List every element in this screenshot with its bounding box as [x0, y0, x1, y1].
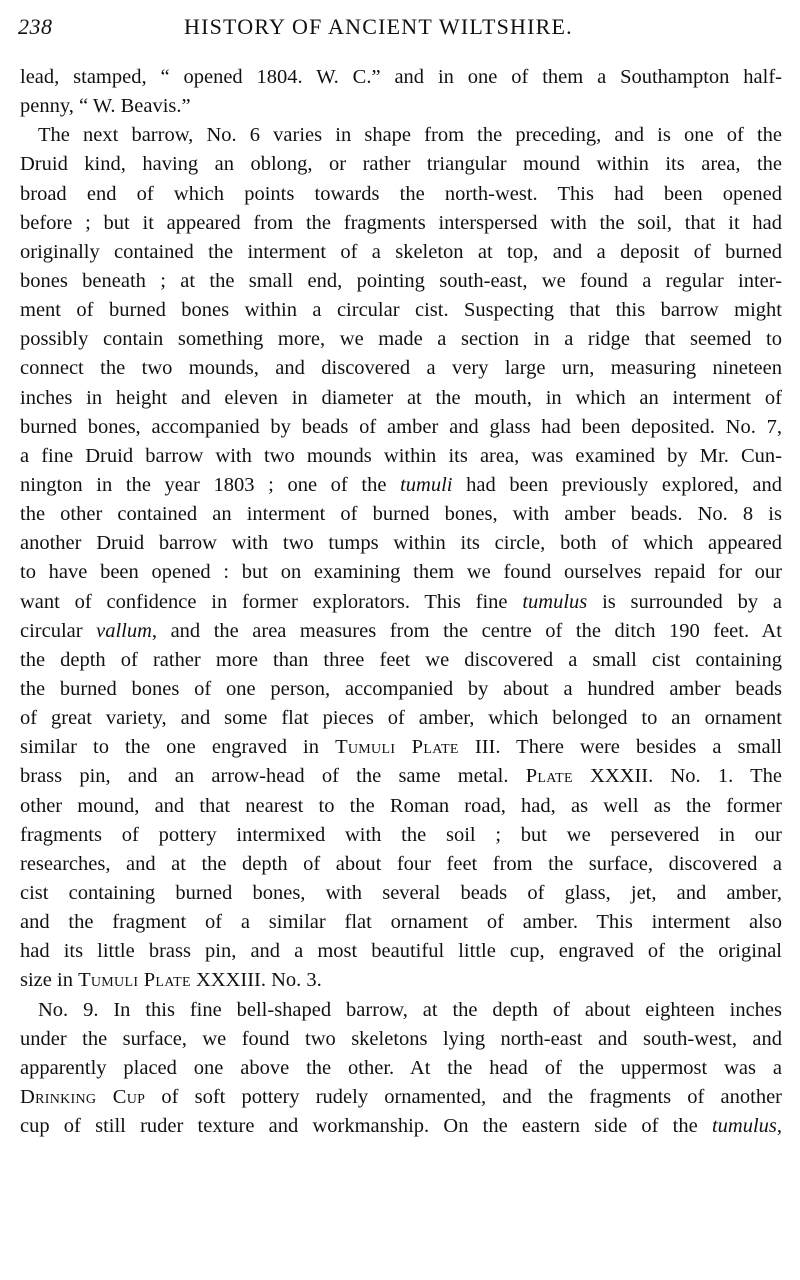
text-segment: penny, “ W. Beavis.” [20, 95, 191, 118]
text-line [20, 850, 782, 879]
text-line [20, 325, 782, 354]
text-segment: fragments of pottery intermixed with the soil ; but we persevered in our [20, 823, 782, 846]
text-segment: is surrounded by a [587, 590, 782, 613]
text-line [20, 733, 782, 762]
text-segment: III. There were besides a small [458, 736, 782, 759]
text-line [20, 121, 782, 150]
text-line [20, 908, 782, 937]
text-segment: had its little brass pin, and a most beautiful little cup, engraved of the original [20, 940, 782, 963]
text-line [20, 646, 782, 675]
text-line [20, 821, 782, 850]
text-line [20, 238, 782, 267]
italic-term: tumulus [711, 1115, 777, 1138]
text-segment: another Druid barrow with two tumps within its circle, both of which appeared [20, 532, 782, 555]
text-segment: to have been opened : but on examining them we found ourselves repaid for our [20, 561, 782, 584]
text-segment: apparently placed one above the other. At the head of the uppermost was a [20, 1056, 782, 1079]
text-line [20, 296, 782, 325]
text-line [20, 471, 782, 500]
text-segment: nington in the year 1803 ; one of the [20, 473, 401, 496]
text-segment: circular [20, 619, 97, 642]
text-segment: brass pin, and an arrow-head of the same metal. [20, 765, 526, 788]
text-line [20, 500, 782, 529]
text-line [20, 267, 782, 296]
text-line [20, 1025, 782, 1054]
text-line [20, 996, 782, 1025]
page-number: 238 [18, 14, 53, 39]
text-line [20, 354, 782, 383]
text-segment: before ; but it appeared from the fragments interspersed with the soil, that it had [20, 211, 782, 234]
text-segment: possibly contain something more, we made a section in a ridge that seemed to [20, 328, 782, 351]
text-line [20, 966, 782, 995]
text-segment: burned bones, accompanied by beads of amber and glass had been deposited. No. 7, [20, 415, 782, 438]
text-line [20, 384, 782, 413]
text-segment: and the fragment of a similar flat ornament of amber. This interment also [20, 911, 782, 934]
italic-term: vallum [96, 619, 152, 642]
text-segment: inches in height and eleven in diameter at the mouth, in which an interment of [20, 386, 782, 409]
text-segment: Druid kind, having an oblong, or rather triangular mound within its area, the [20, 153, 782, 176]
text-segment: cup of still ruder texture and workmanship. On the eastern side of the [20, 1115, 712, 1138]
text-line [20, 413, 782, 442]
plate-reference: Plate [525, 765, 573, 788]
text-segment: want of confidence in former explorators. This fine [20, 590, 523, 613]
text-line [20, 1112, 782, 1141]
text-line [20, 675, 782, 704]
text-segment: , and the area measures from the centre of the ditch 190 feet. At [151, 619, 783, 642]
text-line [20, 617, 782, 646]
text-segment: ment of burned bones within a circular cist. Suspecting that this barrow might [20, 299, 782, 322]
text-line [20, 63, 782, 92]
text-line [20, 588, 782, 617]
plate-reference: Tumuli Plate [335, 736, 459, 759]
text-segment: similar to the one engraved in [20, 736, 336, 759]
text-line [20, 1083, 782, 1112]
text-segment: broad end of which points towards the north-west. This had been opened [20, 182, 782, 205]
text-segment: the burned bones of one person, accompanied by about a hundred amber beads [20, 677, 782, 700]
italic-term: tumuli [400, 473, 453, 496]
text-segment: No. 9. In this fine bell-shaped barrow, at the depth of about eighteen inches [38, 998, 782, 1021]
text-segment: The next barrow, No. 6 varies in shape from the preceding, and is one of the [38, 124, 782, 147]
text-segment: of great variety, and some flat pieces of amber, which belonged to an ornament [20, 707, 782, 730]
text-segment: XXXIII. No. 3. [190, 969, 322, 992]
text-segment: the other contained an interment of burned bones, with amber beads. No. 8 is [20, 503, 782, 526]
text-segment: the depth of rather more than three feet we discovered a small cist containing [20, 648, 782, 671]
running-head [18, 14, 788, 46]
text-line [20, 529, 782, 558]
text-line [20, 558, 782, 587]
text-line [20, 704, 782, 733]
plate-reference: Tumuli Plate [78, 969, 191, 992]
text-line [20, 879, 782, 908]
text-segment: of soft pottery rudely ornamented, and the fragments of another [145, 1085, 782, 1108]
text-segment: under the surface, we found two skeletons lying north-east and south-west, and [20, 1027, 782, 1050]
text-segment: XXXII. No. 1. The [572, 765, 782, 788]
text-line [20, 792, 782, 821]
text-segment: , [776, 1115, 782, 1138]
text-line [20, 92, 782, 121]
text-line [20, 1054, 782, 1083]
text-segment: a fine Druid barrow with two mounds within its area, was examined by Mr. Cun- [20, 444, 782, 467]
text-segment: researches, and at the depth of about four feet from the surface, discovered a [20, 852, 782, 875]
text-segment: size in [20, 969, 79, 992]
italic-term: tumulus [522, 590, 588, 613]
running-title: HISTORY OF ANCIENT WILTSHIRE. [184, 14, 573, 39]
text-line [20, 180, 782, 209]
text-segment: had been previously explored, and [452, 473, 782, 496]
text-line [20, 209, 782, 238]
text-line [20, 937, 782, 966]
text-segment: lead, stamped, “ opened 1804. W. C.” and in one of them a Southampton half- [20, 66, 782, 88]
text-segment: connect the two mounds, and discovered a very large urn, measuring nineteen [20, 357, 782, 380]
text-line [20, 150, 782, 179]
text-segment: originally contained the interment of a skeleton at top, and a deposit of burned [20, 240, 782, 263]
text-segment: cist containing burned bones, with several beads of glass, jet, and amber, [20, 881, 782, 904]
text-segment: bones beneath ; at the small end, pointing south-east, we found a regular inter- [20, 269, 782, 292]
plate-reference: Drinking Cup [20, 1085, 146, 1108]
text-line [20, 442, 782, 471]
body-text [20, 63, 782, 1141]
text-segment: other mound, and that nearest to the Roman road, had, as well as the former [20, 794, 782, 817]
text-line [20, 762, 782, 791]
